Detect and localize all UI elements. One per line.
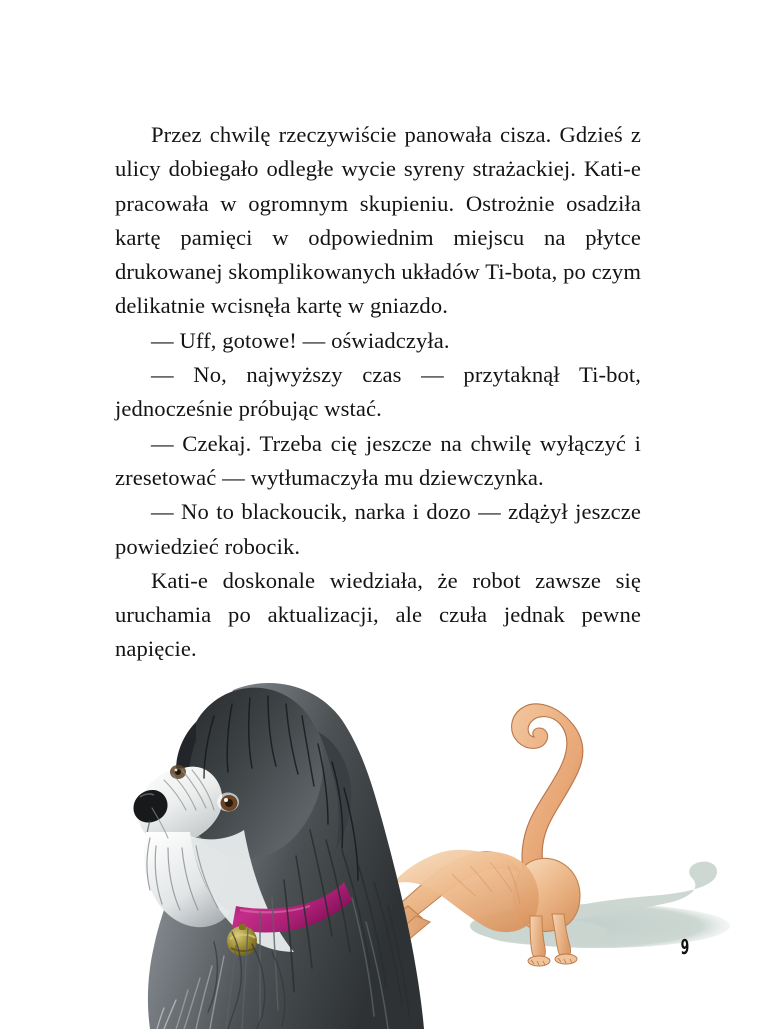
chapter-illustration [0,660,760,1029]
paragraph: — No, najwyższy czas — przytaknął Ti-bot, jednocześnie próbując wstać. [115,362,641,422]
shaggy-dog-shape [133,683,424,1029]
paragraph: Kati-e doskonale wiedziała, że robot zawsze się uruchamia po aktualizacji, ale czuła jednak pewne napięcie. [115,567,641,662]
paragraph: — No to blackoucik, narka i dozo — zdążył jeszcze powiedzieć robocik. [115,499,641,559]
paragraph: Przez chwilę rzeczywiście panowała cisza. Gdzieś z ulicy dobiegało odległe wycie syreny strażackiej. Kati-e pracowała w ogromnym skupieniu. Ostrożnie osadziła kartę pamięci w odpowiednim miejscu na płytce drukowanej skomplikowanych układów Ti-bota, po czym delikatnie wcisnęła kartę w gniazdo. [115,122,641,319]
paragraph: — Czekaj. Trzeba cię jeszcze na chwilę wyłączyć i zresetować — wytłumaczyła mu dziewczynka. [115,430,641,490]
paragraph: — Uff, gotowe! — oświadczyła. [151,327,450,353]
body-text-block [115,118,641,667]
page-number: 9 [680,935,690,959]
